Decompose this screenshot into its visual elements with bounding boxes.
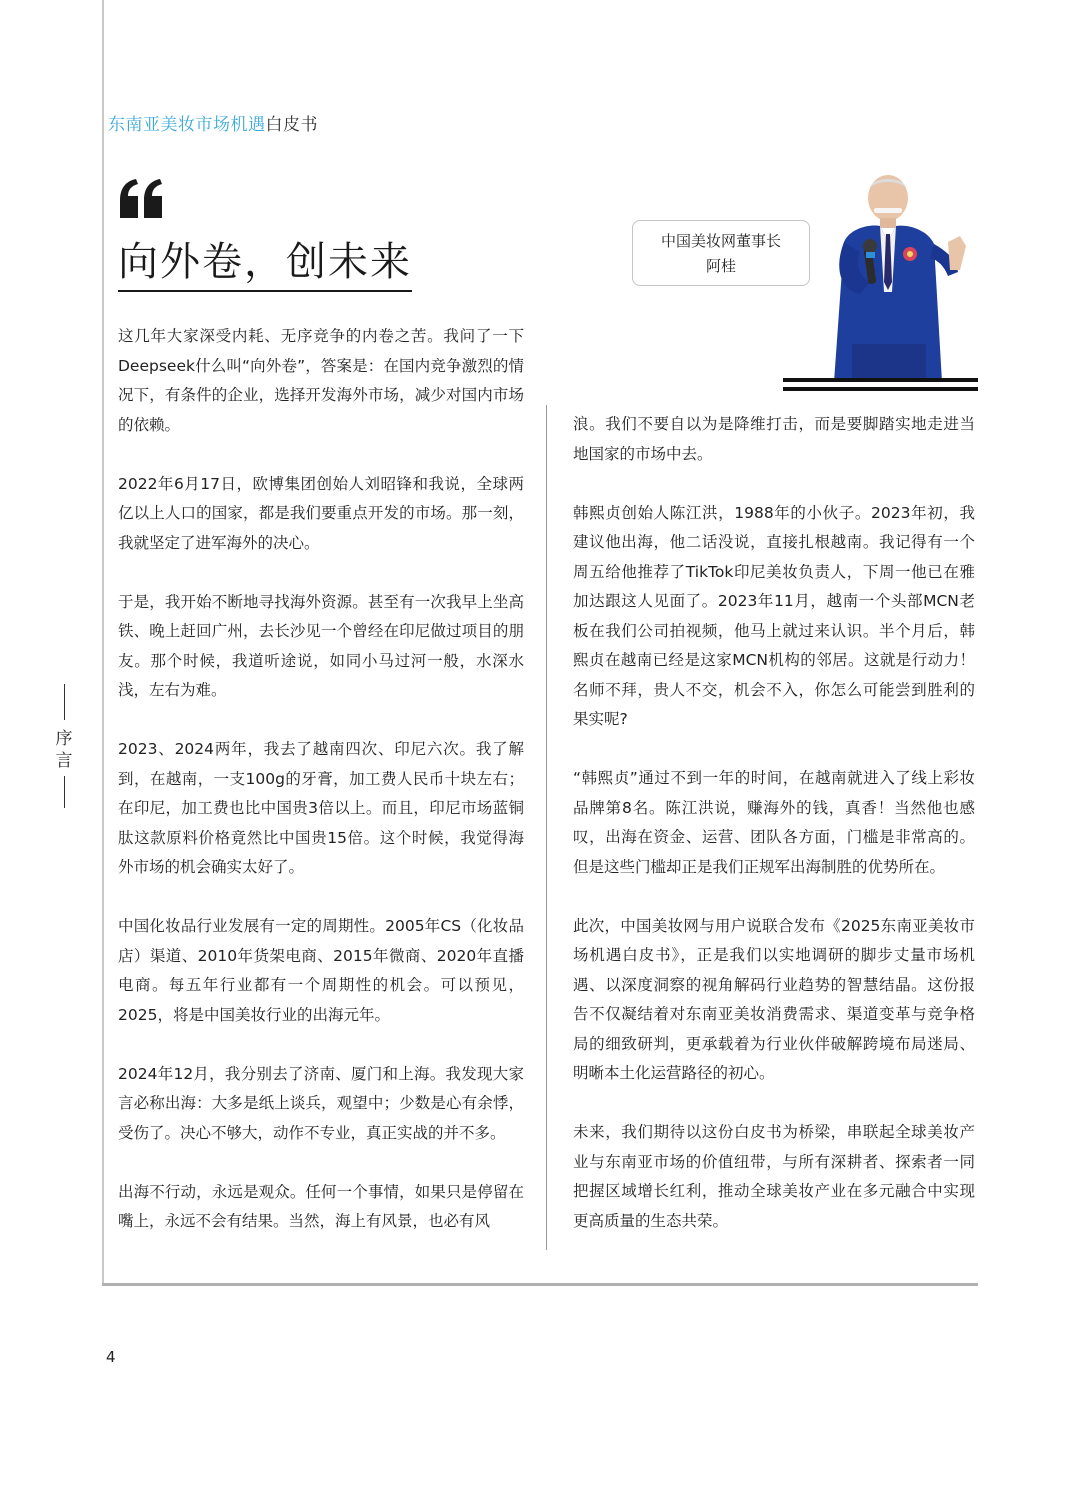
page-left-rule [102,0,104,1285]
header-title-blue: 东南亚美妆市场机遇 [108,115,266,135]
column-divider [546,405,547,1250]
paragraph: 2024年12月，我分别去了济南、厦门和上海。我发现大家言必称出海：大多是纸上谈兵，观望中；少数是心有余悸，受伤了。决心不够大，动作不专业，真正实战的并不多。 [118,1064,524,1142]
photo-underline-bars [783,378,978,392]
paragraph: 出海不行动，永远是观众。任何一个事情，如果只是停留在嘴上，永远不会有结果。当然，海上有风景，也必有风 [118,1182,524,1230]
paragraph: 未来，我们期待以这份白皮书为桥梁，串联起全球美妆产业与东南亚市场的价值纽带，与所有深耕者、探索者一同把握区域增长红利，推动全球美妆产业在多元融合中实现更高质量的生态共荣。 [573,1123,975,1230]
opening-double-quote-icon [118,178,166,218]
page-number: 4 [106,1348,116,1366]
speaker-name: 阿桂 [705,257,736,275]
side-label-tick-bottom [64,776,65,808]
speaker-role: 中国美妆网董事长 [660,232,781,250]
article-column-right [573,410,975,1236]
paragraph: 2023、2024两年，我去了越南四次、印尼六次。我了解到，在越南，一支100g的牙膏，加工费人民币十块左右；在印尼，加工费也比中国贵3倍以上。而且，印尼市场蓝铜肽这款原料价格竟然比中国贵15倍。这个时候，我觉得海外市场的机会确实太好了。 [118,740,524,876]
side-label-char: 序 [55,729,73,749]
running-header [108,110,318,135]
speaker-caption-box [632,220,810,286]
article-title: 向外卷，创未来 [118,236,412,292]
side-label-tick-top [64,684,65,720]
paragraph: 浪。我们不要自以为是降维打击，而是要脚踏实地走进当地国家的市场中去。 [573,415,975,463]
paragraph: 这几年大家深受内耗、无序竞争的内卷之苦。我问了一下Deepseek什么叫“向外卷”，答案是：在国内竞争激烈的情况下，有条件的企业，选择开发海外市场，减少对国内市场的依赖。 [118,327,524,434]
paragraph: 2022年6月17日，欧博集团创始人刘昭锋和我说，全球两亿以上人口的国家，都是我们要重点开发的市场。那一刻，我就坚定了进军海外的决心。 [118,474,524,552]
paragraph: 中国化妆品行业发展有一定的周期性。2005年CS（化妆品店）渠道、2010年货架电商、2015年微商、2020年直播电商。每五年行业都有一个周期性的机会。可以预见，2025，将是中国美妆行业的出海元年。 [118,917,524,1024]
side-section-label [52,728,76,772]
paragraph: 韩熙贞创始人陈江洪，1988年的小伙子。2023年初，我建议他出海，他二话没说，直接扎根越南。我记得有一个周五给他推荐了TikTok印尼美妆负责人，下周一他已在雅加达跟这人见面了。2023年11月，越南一个头部MCN老板在我们公司拍视频，他马上就过来认识。半个月后，韩熙贞在越南已经是这家MCN机构的邻居。这就是行动力！名师不拜，贵人不交，机会不入，你怎么可能尝到胜利的果实呢? [573,503,975,728]
paragraph: “韩熙贞”通过不到一年的时间，在越南就进入了线上彩妆品牌第8名。陈江洪说，赚海外的钱，真香！当然他也感叹，出海在资金、运营、团队各方面，门槛是非常高的。但是这些门槛却正是我们正规军出海制胜的优势所在。 [573,769,975,876]
page-bottom-rule [102,1283,978,1286]
article-column-left [118,322,524,1237]
paragraph: 于是，我开始不断地寻找海外资源。甚至有一次我早上坐高铁、晚上赶回广州，去长沙见一个曾经在印尼做过项目的朋友。那个时候，我道听途说，如同小马过河一般，水深水浅，左右为难。 [118,592,524,699]
side-label-char: 言 [55,751,73,771]
speaker-photo [830,172,978,382]
paragraph: 此次，中国美妆网与用户说联合发布《2025东南亚美妆市场机遇白皮书》，正是我们以实地调研的脚步丈量市场机遇、以深度洞察的视角解码行业趋势的智慧结晶。这份报告不仅凝结着对东南亚美妆消费需求、渠道变革与竞争格局的细致研判，更承载着为行业伙伴破解跨境布局迷局、明晰本土化运营路径的初心。 [573,916,975,1082]
header-title-dark: 白皮书 [265,115,318,135]
